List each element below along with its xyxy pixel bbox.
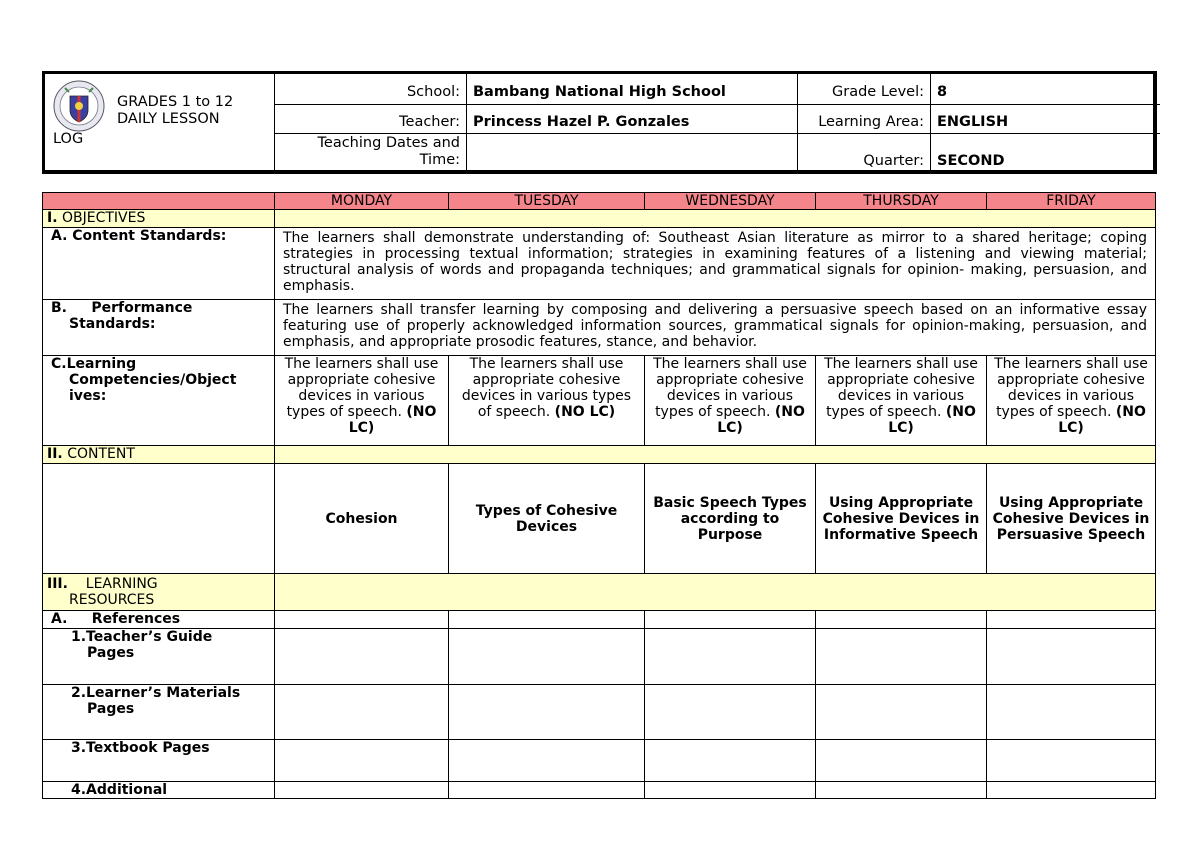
deped-seal-icon <box>53 80 105 132</box>
area-label: Learning Area: <box>798 105 931 133</box>
references-label: A. References <box>43 611 275 629</box>
topic-thursday: Using Appropriate Cohesive Devices in Informative Speech <box>816 464 987 574</box>
topic-tuesday: Types of Cohesive Devices <box>449 464 645 574</box>
day-header-row <box>43 193 1156 210</box>
competency-friday: The learners shall use appropriate cohesive devices in various types of speech. (NO LC) <box>987 356 1156 446</box>
references-row <box>43 611 1156 629</box>
performance-standards-row <box>43 300 1156 356</box>
topic-wednesday: Basic Speech Types according to Purpose <box>645 464 816 574</box>
logo-title: GRADES 1 to 12 DAILY LESSON <box>117 94 234 127</box>
school-value: Bambang National High School <box>467 74 798 104</box>
resource-label-additional: 4.Additional <box>43 782 275 799</box>
performance-standards-text: The learners shall transfer learning by composing and delivering a persuasive speech based on an informative essay featuring use of properly acknowledged information sources, grammatical signals for opinion-making, persuasion, and emphasis, and appropriate prosodic features, stance, and behavior. <box>275 300 1156 356</box>
teacher-value: Princess Hazel P. Gonzales <box>467 105 798 133</box>
resource-row-textbook <box>43 740 1156 782</box>
grade-value: 8 <box>937 84 948 100</box>
content-heading: II. CONTENT <box>43 446 275 464</box>
resource-row-additional <box>43 782 1156 799</box>
competency-tuesday: The learners shall use appropriate cohesive devices in various types of speech. (NO LC) <box>449 356 645 446</box>
logo-cell <box>45 74 275 170</box>
content-topics-row <box>43 464 1156 574</box>
content-standards-row <box>43 228 1156 300</box>
resources-heading: III. LEARNING RESOURCES <box>43 574 275 611</box>
competencies-row <box>43 356 1156 446</box>
dates-value <box>467 134 798 172</box>
day-friday: FRIDAY <box>987 193 1156 210</box>
competency-wednesday: The learners shall use appropriate cohesive devices in various types of speech. (NO LC) <box>645 356 816 446</box>
resource-row-lm <box>43 685 1156 740</box>
content-standards-label: A. Content Standards: <box>43 228 275 300</box>
competencies-label: C.Learning Competencies/Object ives: <box>43 356 275 446</box>
performance-standards-label: B. Performance Standards: <box>43 300 275 356</box>
dll-table <box>42 192 1156 799</box>
header-row-dates <box>275 134 1160 172</box>
header-row-teacher <box>275 105 1160 134</box>
day-monday: MONDAY <box>275 193 449 210</box>
resource-label-lm: 2.Learner’s Materials Pages <box>43 685 275 740</box>
day-thursday: THURSDAY <box>816 193 987 210</box>
topic-monday: Cohesion <box>275 464 449 574</box>
logo-title-line3: LOG <box>53 131 84 147</box>
resource-label-textbook: 3.Textbook Pages <box>43 740 275 782</box>
resource-row-tg <box>43 629 1156 685</box>
day-header-blank <box>43 193 275 210</box>
dll-header <box>42 71 1157 174</box>
section-content <box>43 446 1156 464</box>
dates-label: Teaching Dates and Time: <box>275 134 467 172</box>
day-wednesday: WEDNESDAY <box>645 193 816 210</box>
competency-monday: The learners shall use appropriate cohesive devices in various types of speech. (NO LC) <box>275 356 449 446</box>
competency-thursday: The learners shall use appropriate cohesive devices in various types of speech. (NO LC) <box>816 356 987 446</box>
objectives-heading: I. OBJECTIVES <box>43 210 275 228</box>
grade-label: Grade Level: <box>798 74 931 104</box>
day-tuesday: TUESDAY <box>449 193 645 210</box>
school-label: School: <box>275 74 467 104</box>
quarter-value: SECOND <box>937 153 1005 169</box>
content-standards-text: The learners shall demonstrate understanding of: Southeast Asian literature as mirror to a shared heritage; coping strategies in processing textual information; strategies in examining features of a listening and viewing material; structural analysis of words and propaganda techniques; and grammatical signals for opinion- making, persuasion, and emphasis. <box>275 228 1156 300</box>
topic-friday: Using Appropriate Cohesive Devices in Persuasive Speech <box>987 464 1156 574</box>
header-row-school <box>275 74 1160 105</box>
resource-label-tg: 1.Teacher’s Guide Pages <box>43 629 275 685</box>
area-value: ENGLISH <box>937 114 1009 130</box>
quarter-label: Quarter: <box>798 134 931 172</box>
section-objectives <box>43 210 1156 228</box>
section-resources <box>43 574 1156 611</box>
teacher-label: Teacher: <box>275 105 467 133</box>
